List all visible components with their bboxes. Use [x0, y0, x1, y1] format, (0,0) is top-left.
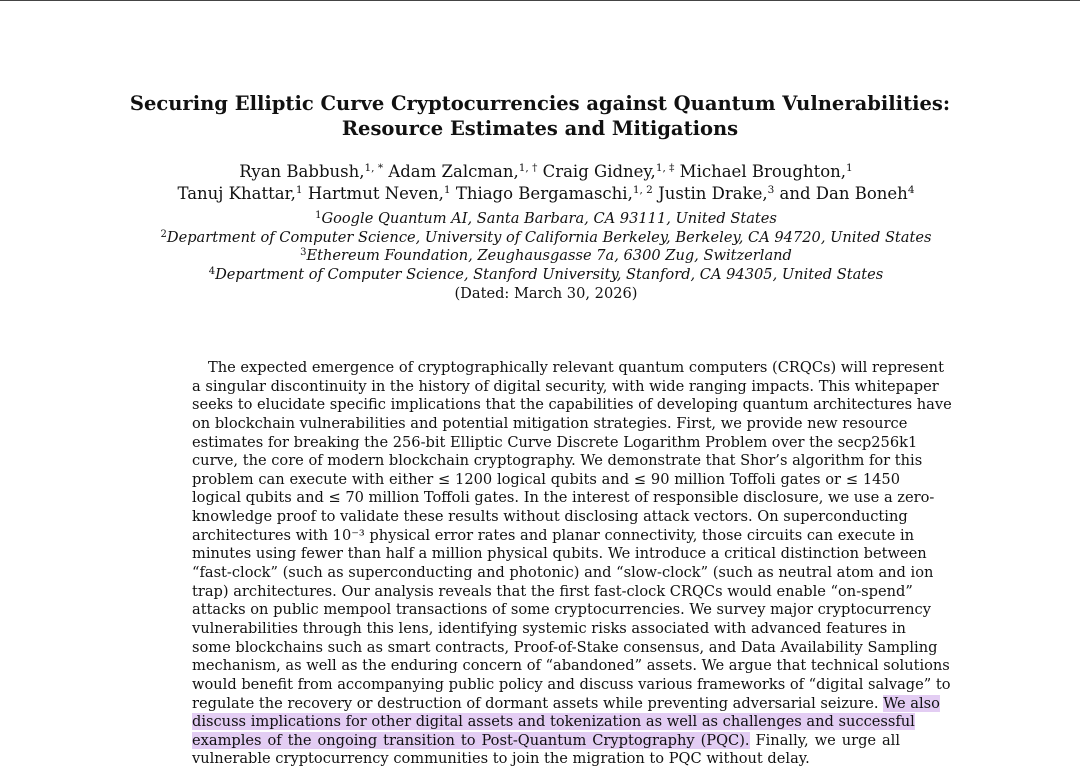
abstract-line: vulnerable cryptocurrency communities to join the migration to PQC without delay. — [192, 750, 810, 768]
abstract-line: some blockchains such as smart contracts, Proof-of-Stake consensus, and Data Availability Sampling — [192, 638, 938, 656]
author-name: Adam Zalcman, — [388, 162, 519, 181]
abstract-line: knowledge proof to validate these results without disclosing attack vectors. On superconducting — [192, 508, 908, 526]
affiliation-4 — [0, 265, 1080, 284]
abstract-text: Finally, we urge all — [755, 731, 901, 749]
text-highlight[interactable]: examples of the ongoing transition to Post-Quantum Cryptography (PQC). — [192, 731, 750, 749]
affiliation-mark: 4 — [208, 266, 216, 277]
text-highlight[interactable]: discuss implications for other digital assets and tokenization as well as challenges and successful — [192, 713, 915, 731]
author-name: Tanuj Khattar, — [177, 184, 296, 203]
paper-title-line-2: Resource Estimates and Mitigations — [341, 117, 739, 140]
author-mark: 1, 2 — [632, 184, 653, 196]
author-list-line-2 — [0, 183, 1080, 205]
author-mark: 4 — [907, 184, 915, 196]
author-name: Ryan Babbush, — [239, 162, 365, 181]
affiliation-1 — [0, 209, 1080, 228]
affiliation-2 — [0, 228, 1080, 247]
author-name: Justin Drake, — [658, 184, 768, 203]
abstract-line: seeks to elucidate specific implications that the capabilities of developing quantum architectures have — [192, 396, 952, 414]
abstract-line: curve, the core of modern blockchain cryptography. We demonstrate that Shor’s algorithm for this — [192, 452, 923, 470]
abstract-line — [192, 732, 900, 751]
affiliation-mark: 3 — [300, 247, 307, 258]
abstract-line: minutes using fewer than half a million physical qubits. We introduce a critical distinction between — [192, 545, 927, 563]
text-highlight[interactable]: We also — [883, 694, 940, 712]
author-mark: 1, ‡ — [655, 162, 675, 174]
abstract-text: regulate the recovery or destruction of dormant assets while preventing adversarial seizure. — [192, 694, 879, 712]
author-mark: 1, † — [518, 162, 538, 174]
author-name: Michael Broughton, — [679, 162, 847, 181]
author-list-line-1 — [0, 161, 1080, 183]
page-top-border — [0, 0, 1080, 1]
author-name: Hartmut Neven, — [307, 184, 444, 203]
author-mark: 1 — [846, 162, 853, 174]
author-name: Thiago Bergamaschi, — [455, 184, 633, 203]
author-mark: 1 — [443, 184, 451, 196]
author-name: Craig Gidney, — [542, 162, 656, 181]
affiliation-text: Ethereum Foundation, Zeughausgasse 7a, 6300 Zug, Switzerland — [306, 247, 792, 264]
abstract-line: a singular discontinuity in the history of digital security, with wide ranging impacts. This whitepaper — [192, 377, 939, 395]
abstract-line — [192, 694, 940, 714]
author-mark: 1 — [295, 184, 303, 196]
affiliation-text: Department of Computer Science, Stanford University, Stanford, CA 94305, United States — [215, 266, 884, 283]
paper-title-line-1: Securing Elliptic Curve Cryptocurrencies against Quantum Vulnerabilities: — [129, 92, 951, 115]
abstract-line: mechanism, as well as the enduring concern of “abandoned” assets. We argue that technical solutions — [192, 657, 950, 675]
abstract-line: “fast-clock” (such as superconducting and photonic) and “slow-clock” (such as neutral atom and ion — [192, 564, 934, 582]
abstract-line: attacks on public mempool transactions of some cryptocurrencies. We survey major cryptocurrency — [192, 601, 931, 619]
author-mark: 1, * — [364, 162, 384, 174]
abstract-line: logical qubits and ≤ 70 million Toffoli gates. In the interest of responsible disclosure, we use a zero- — [192, 489, 935, 507]
dated-line: (Dated: March 30, 2026) — [454, 285, 638, 302]
affiliation-3 — [0, 246, 1080, 265]
abstract-line: would benefit from accompanying public policy and discuss various frameworks of “digital salvage” to — [192, 675, 951, 693]
author-name: and Dan Boneh — [779, 184, 908, 203]
affiliation-text: Department of Computer Science, University of California Berkeley, Berkeley, CA 94720, United States — [166, 229, 932, 246]
affiliation-mark: 2 — [160, 229, 167, 240]
abstract-line: problem can execute with either ≤ 1200 logical qubits and ≤ 90 million Toffoli gates or ≤ 1450 — [192, 470, 900, 488]
abstract-line: on blockchain vulnerabilities and potential mitigation strategies. First, we provide new resource — [192, 414, 908, 432]
abstract-line: architectures with 10⁻³ physical error rates and planar connectivity, those circuits can execute in — [192, 526, 915, 544]
author-mark: 3 — [767, 184, 775, 196]
abstract — [192, 359, 952, 769]
abstract-line: vulnerabilities through this lens, identifying systemic risks associated with advanced features in — [192, 619, 906, 637]
abstract-line: trap) architectures. Our analysis reveals that the first fast-clock CRQCs would enable “on-spend” — [192, 582, 913, 600]
abstract-line — [192, 713, 915, 732]
abstract-line: The expected emergence of cryptographically relevant quantum computers (CRQCs) will represent — [208, 359, 944, 376]
affiliation-mark: 1 — [315, 210, 322, 221]
abstract-line: estimates for breaking the 256-bit Elliptic Curve Discrete Logarithm Problem over the secp256k1 — [192, 433, 918, 451]
affiliation-text: Google Quantum AI, Santa Barbara, CA 93111, United States — [321, 210, 777, 227]
